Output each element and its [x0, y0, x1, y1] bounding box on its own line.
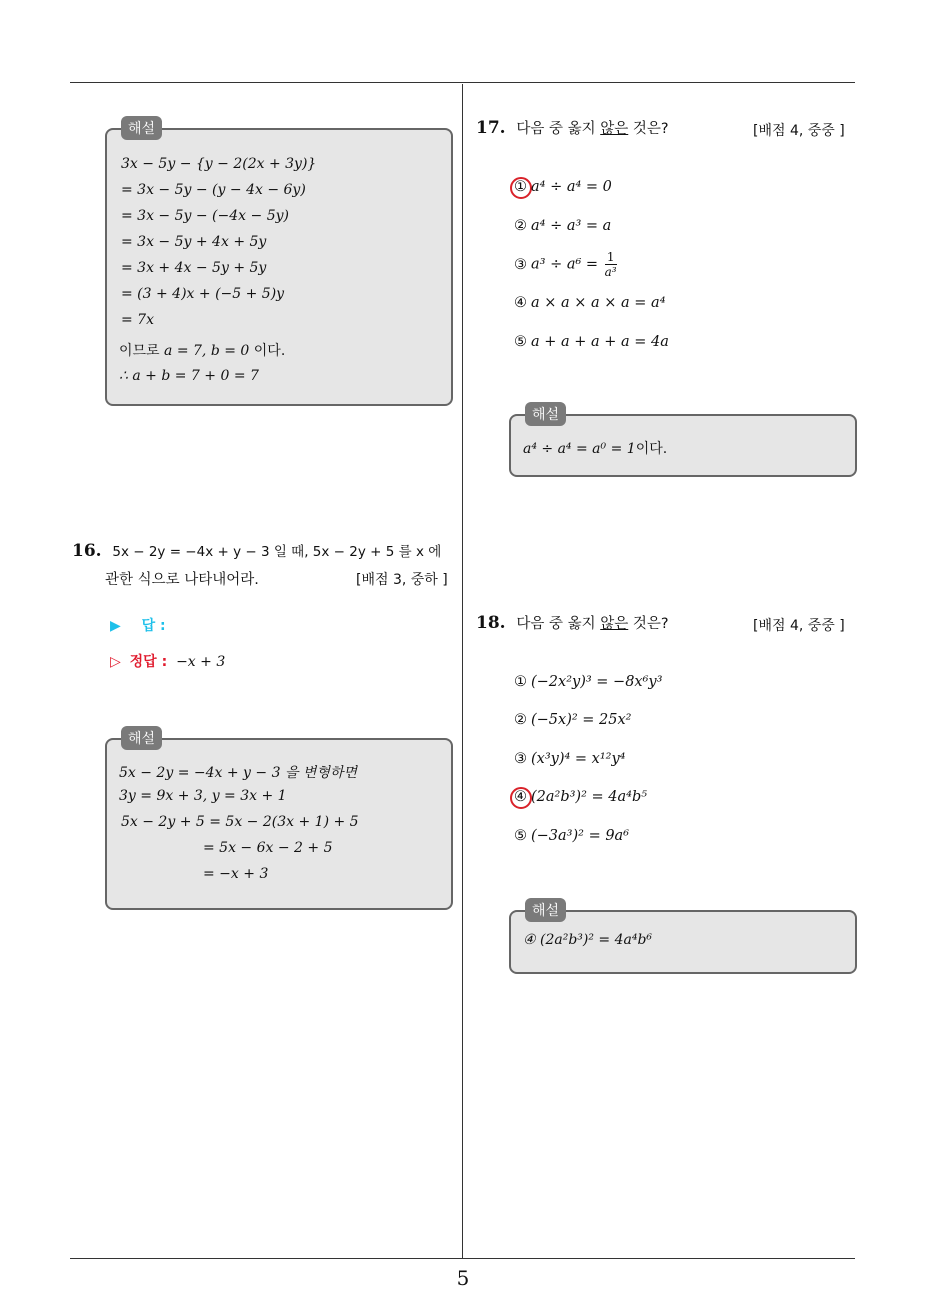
solution-therefore: ∴ a + b = 7 + 0 = 7	[119, 368, 259, 384]
correct-label: 정답 :	[129, 654, 168, 670]
question-number: 18.	[476, 613, 506, 633]
solution-line: = −x + 3	[203, 866, 269, 882]
solution-line: = 7x	[121, 312, 154, 328]
choice-mark: ④	[514, 295, 527, 311]
choice-mark: ③	[514, 751, 527, 767]
choice-expr: (−2x²y)³ = −8x⁶y³	[531, 674, 663, 690]
fraction	[605, 250, 617, 279]
q18-choice-3[interactable]	[514, 751, 625, 767]
question-text-pre: 다음 중 옳지	[516, 616, 601, 632]
choice-mark: ⑤	[514, 828, 527, 844]
q18-choice-4[interactable]	[514, 789, 647, 805]
correct-value: −x + 3	[176, 654, 226, 670]
solution-tag: 해설	[525, 402, 566, 426]
answer-label: 답 :	[141, 618, 166, 634]
correct-answer-row	[110, 651, 225, 671]
solution-line: 5x − 2y + 5 = 5x − 2(3x + 1) + 5	[121, 814, 359, 830]
q17-choice-5[interactable]	[514, 334, 669, 350]
q16-score: [배점 3, 중하 ]	[356, 572, 448, 588]
choice-expr: a⁴ ÷ a³ = a	[531, 218, 612, 234]
q17-header	[476, 117, 669, 138]
question-text	[516, 121, 668, 137]
choice-expr: a + a + a + a = 4a	[531, 334, 669, 350]
choice-expr: (−5x)² = 25x²	[531, 712, 632, 728]
conclusion-post: 이다.	[253, 343, 286, 359]
question-text-line2: 관한 식으로 나타내어라.	[105, 572, 259, 588]
column-divider	[462, 84, 463, 1258]
question-number: 17.	[476, 118, 506, 138]
q16-header	[72, 540, 441, 561]
solution-math: a⁴ ÷ a⁴ = a⁰ = 1	[523, 441, 636, 457]
choice-mark: ⑤	[514, 334, 527, 350]
q17-choice-2[interactable]	[514, 218, 611, 234]
question-text: 5x − 2y = −4x + y − 3 일 때, 5x − 2y + 5 를 x 에	[112, 544, 442, 560]
choice-mark: ④	[514, 789, 527, 805]
solution-tag: 해설	[121, 116, 162, 140]
q18-solution-box	[509, 903, 857, 974]
fraction-denominator: a³	[604, 265, 617, 279]
solution-post: 이다.	[635, 441, 668, 457]
q15-solution-box	[105, 121, 453, 406]
solution-tag: 해설	[525, 898, 566, 922]
solution-line: 3y = 9x + 3, y = 3x + 1	[119, 788, 287, 804]
choice-expr: a³ ÷ a⁶ =	[531, 256, 599, 273]
choice-expr: (−3a³)² = 9a⁶	[531, 828, 630, 844]
top-rule	[70, 82, 855, 83]
question-text-pre: 다음 중 옳지	[516, 121, 601, 137]
solution-tag: 해설	[121, 726, 162, 750]
q18-score: [배점 4, 중중 ]	[753, 618, 845, 634]
choice-mark: ②	[514, 218, 527, 234]
q17-choice-1[interactable]	[514, 179, 612, 195]
answer-row	[110, 615, 166, 635]
q17-choice-3[interactable]	[514, 250, 617, 279]
choice-mark: ③	[514, 256, 527, 273]
q16-header-line2	[105, 568, 259, 589]
question-text-underlined: 않은	[600, 616, 629, 632]
solution-line: ④ (2a²b³)² = 4a⁴b⁶	[523, 932, 653, 948]
solution-line: = 5x − 6x − 2 + 5	[203, 840, 333, 856]
q18-choice-5[interactable]	[514, 828, 629, 844]
question-text-post: 것은?	[628, 121, 669, 137]
question-text-underlined: 않은	[600, 121, 629, 137]
solution-line: = 3x − 5y + 4x + 5y	[121, 234, 267, 250]
page-number: 5	[456, 1266, 470, 1290]
question-text	[516, 616, 668, 632]
solution-line: 5x − 2y = −4x + y − 3 을 변형하면	[119, 765, 358, 781]
q16-solution-box	[105, 731, 453, 910]
solution-line	[523, 438, 667, 458]
question-number: 16.	[72, 541, 102, 561]
solution-line: = (3 + 4)x + (−5 + 5)y	[121, 286, 285, 302]
choice-mark: ②	[514, 712, 527, 728]
bottom-rule	[70, 1258, 855, 1259]
choice-mark: ①	[514, 179, 527, 195]
choice-mark: ①	[514, 674, 527, 690]
choice-expr: (2a²b³)² = 4a⁴b⁵	[531, 789, 648, 805]
question-text-post: 것은?	[628, 616, 669, 632]
solution-line: = 3x − 5y − (y − 4x − 6y)	[121, 182, 306, 198]
solution-line: = 3x + 4x − 5y + 5y	[121, 260, 267, 276]
choice-expr: a × a × a × a = a⁴	[531, 295, 666, 311]
play-icon: ▶	[110, 618, 121, 634]
q18-header	[476, 612, 669, 633]
q17-score: [배점 4, 중중 ]	[753, 123, 845, 139]
fraction-numerator: 1	[605, 250, 617, 265]
solution-conclusion	[119, 340, 285, 360]
q17-choice-4[interactable]	[514, 295, 666, 311]
solution-line: 3x − 5y − {y − 2(2x + 3y)}	[121, 156, 317, 172]
conclusion-math: a = 7, b = 0	[164, 343, 250, 359]
play-outline-icon: ▷	[110, 654, 121, 670]
choice-expr: (x³y)⁴ = x¹²y⁴	[531, 751, 626, 767]
q18-choice-1[interactable]	[514, 674, 662, 690]
q18-choice-2[interactable]	[514, 712, 632, 728]
solution-line: = 3x − 5y − (−4x − 5y)	[121, 208, 289, 224]
choice-expr: a⁴ ÷ a⁴ = 0	[531, 179, 612, 195]
conclusion-pre: 이므로	[119, 343, 160, 359]
q17-solution-box	[509, 407, 857, 477]
